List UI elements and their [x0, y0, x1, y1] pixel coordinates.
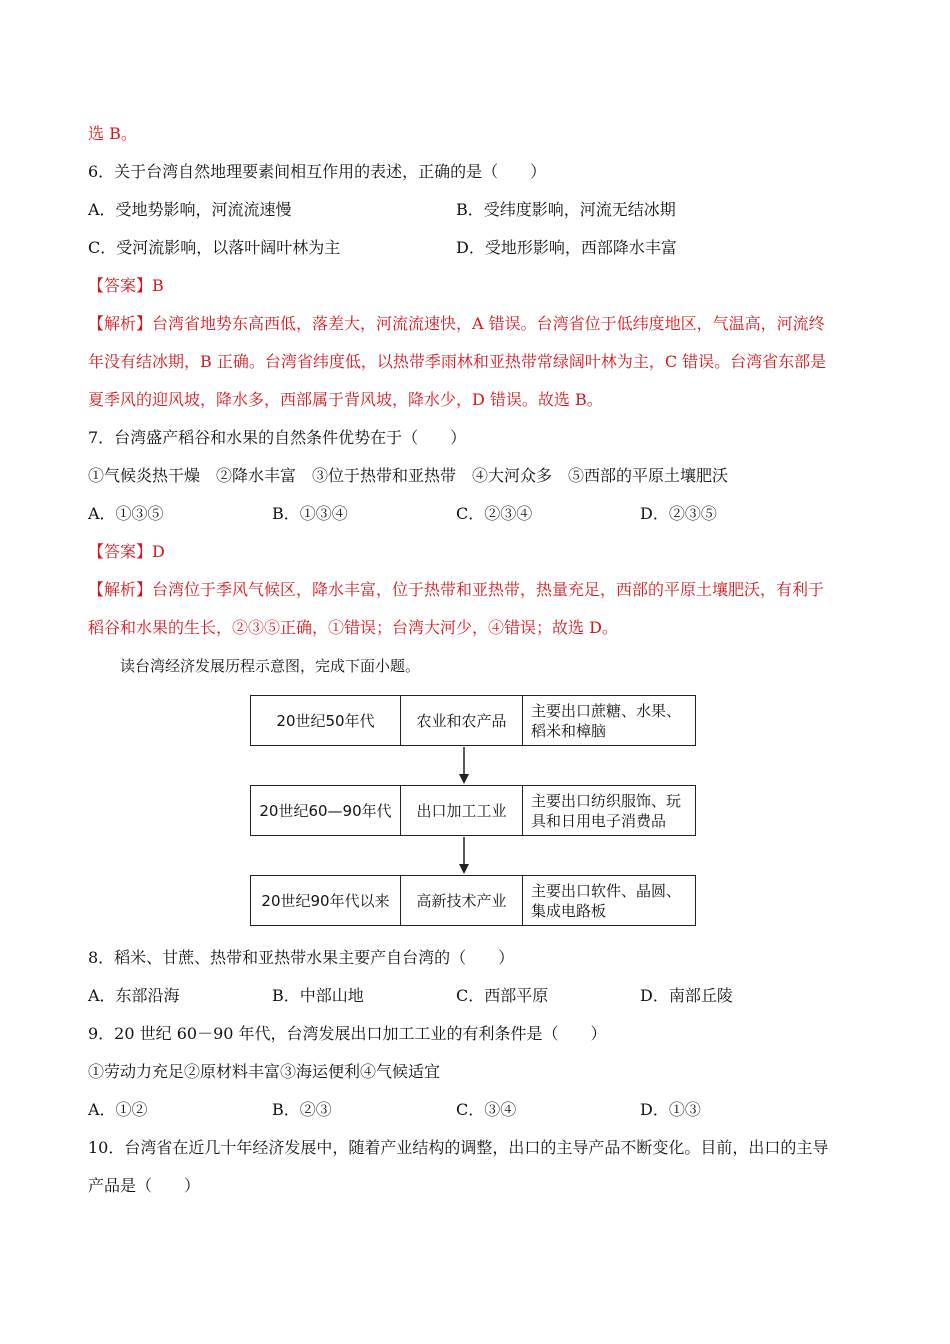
question-8: 8．稻米、甘蔗、热带和亚热带水果主要产自台湾的（ ）: [88, 948, 515, 967]
economic-development-diagram: [250, 695, 698, 927]
q7-option-b: B．①③④: [272, 504, 348, 523]
q9-option-a: A．①②: [88, 1100, 148, 1119]
q6-answer: [88, 276, 164, 296]
exports-cell: 主要出口蔗糖、水果、稻米和樟脑: [531, 701, 682, 740]
q7-option-a: A．①③⑤: [88, 504, 164, 523]
q9-option-b: B．②③: [272, 1100, 332, 1119]
question-10-line-1: 10．台湾省在近几十年经济发展中，随着产业结构的调整，出口的主导产品不断变化。目前，出口的主导: [88, 1138, 829, 1157]
q8-option-c: C．西部平原: [456, 986, 549, 1005]
answer-value: D: [152, 542, 165, 561]
q6-option-c: C．受河流影响，以落叶阔叶林为主: [88, 238, 341, 257]
explanation-tag: 【解析】: [88, 580, 153, 599]
q6-option-d: D．受地形影响，西部降水丰富: [456, 238, 677, 257]
q7-explanation-2: 稻谷和水果的生长，②③⑤正确，①错误；台湾大河少，④错误；故选 D。: [88, 618, 618, 637]
down-arrow-icon: [458, 837, 470, 874]
industry-cell: 农业和农产品: [401, 696, 523, 745]
period-cell: 20世纪90年代以来: [251, 876, 401, 925]
explanation-text: 台湾省地势东高西低，落差大，河流流速快，A 错误。台湾省位于低纬度地区，气温高，河流终: [152, 314, 825, 333]
q9-statements: ①劳动力充足②原材料丰富③海运便利④气候适宜: [88, 1062, 441, 1081]
period-cell: 20世纪50年代: [251, 696, 401, 745]
q6-explanation-3: 夏季风的迎风坡，降水多，西部属于背风坡，降水少，D 错误。故选 B。: [88, 390, 603, 409]
down-arrow-icon: [458, 747, 470, 784]
explanation-text: 台湾位于季风气候区，降水丰富，位于热带和亚热带，热量充足，西部的平原土壤肥沃，有利于: [152, 580, 825, 599]
answer-tag: 【答案】: [88, 542, 153, 561]
question-7: 7．台湾盛产稻谷和水果的自然条件优势在于（ ）: [88, 428, 467, 447]
q9-option-d: D．①③: [640, 1100, 701, 1119]
question-6: 6．关于台湾自然地理要素间相互作用的表述，正确的是（ ）: [88, 162, 547, 181]
q8-option-d: D．南部丘陵: [640, 986, 733, 1005]
prev-answer-end: 选 B。: [88, 124, 137, 143]
diagram-row-1960s-1990s: [250, 785, 696, 836]
q7-explanation-1: [88, 580, 824, 600]
explanation-tag: 【解析】: [88, 314, 153, 333]
q7-option-d: D．②③⑤: [640, 504, 717, 523]
diagram-row-1990s-on: [250, 875, 696, 926]
period-cell: 20世纪60—90年代: [251, 786, 401, 835]
q6-explanation-1: [88, 314, 825, 334]
q8-option-a: A．东部沿海: [88, 986, 180, 1005]
question-10-line-2: 产品是（ ）: [88, 1176, 201, 1195]
diagram-row-1950s: [250, 695, 696, 746]
q7-option-c: C．②③④: [456, 504, 533, 523]
q7-answer: [88, 542, 165, 562]
question-9: 9．20 世纪 60－90 年代，台湾发展出口加工工业的有利条件是（ ）: [88, 1024, 607, 1043]
q6-option-b: B．受纬度影响，河流无结冰期: [456, 200, 676, 219]
industry-cell: 出口加工工业: [401, 786, 523, 835]
answer-value: B: [152, 276, 164, 295]
diagram-intro: 读台湾经济发展历程示意图，完成下面小题。: [120, 657, 421, 675]
industry-cell: 高新技术产业: [401, 876, 523, 925]
q9-option-c: C．③④: [456, 1100, 517, 1119]
q7-statements: ①气候炎热干燥 ②降水丰富 ③位于热带和亚热带 ④大河众多 ⑤西部的平原土壤肥沃: [88, 466, 729, 485]
answer-tag: 【答案】: [88, 276, 153, 295]
q6-option-a: A．受地势影响，河流流速慢: [88, 200, 292, 219]
q6-explanation-2: 年没有结冰期，B 正确。台湾省纬度低，以热带季雨林和亚热带常绿阔叶林为主，C 错误。台湾省东部是: [88, 352, 827, 371]
exports-cell: 主要出口软件、晶圆、集成电路板: [531, 881, 682, 920]
exports-cell: 主要出口纺织服饰、玩具和日用电子消费品: [531, 791, 682, 830]
q8-option-b: B．中部山地: [272, 986, 364, 1005]
